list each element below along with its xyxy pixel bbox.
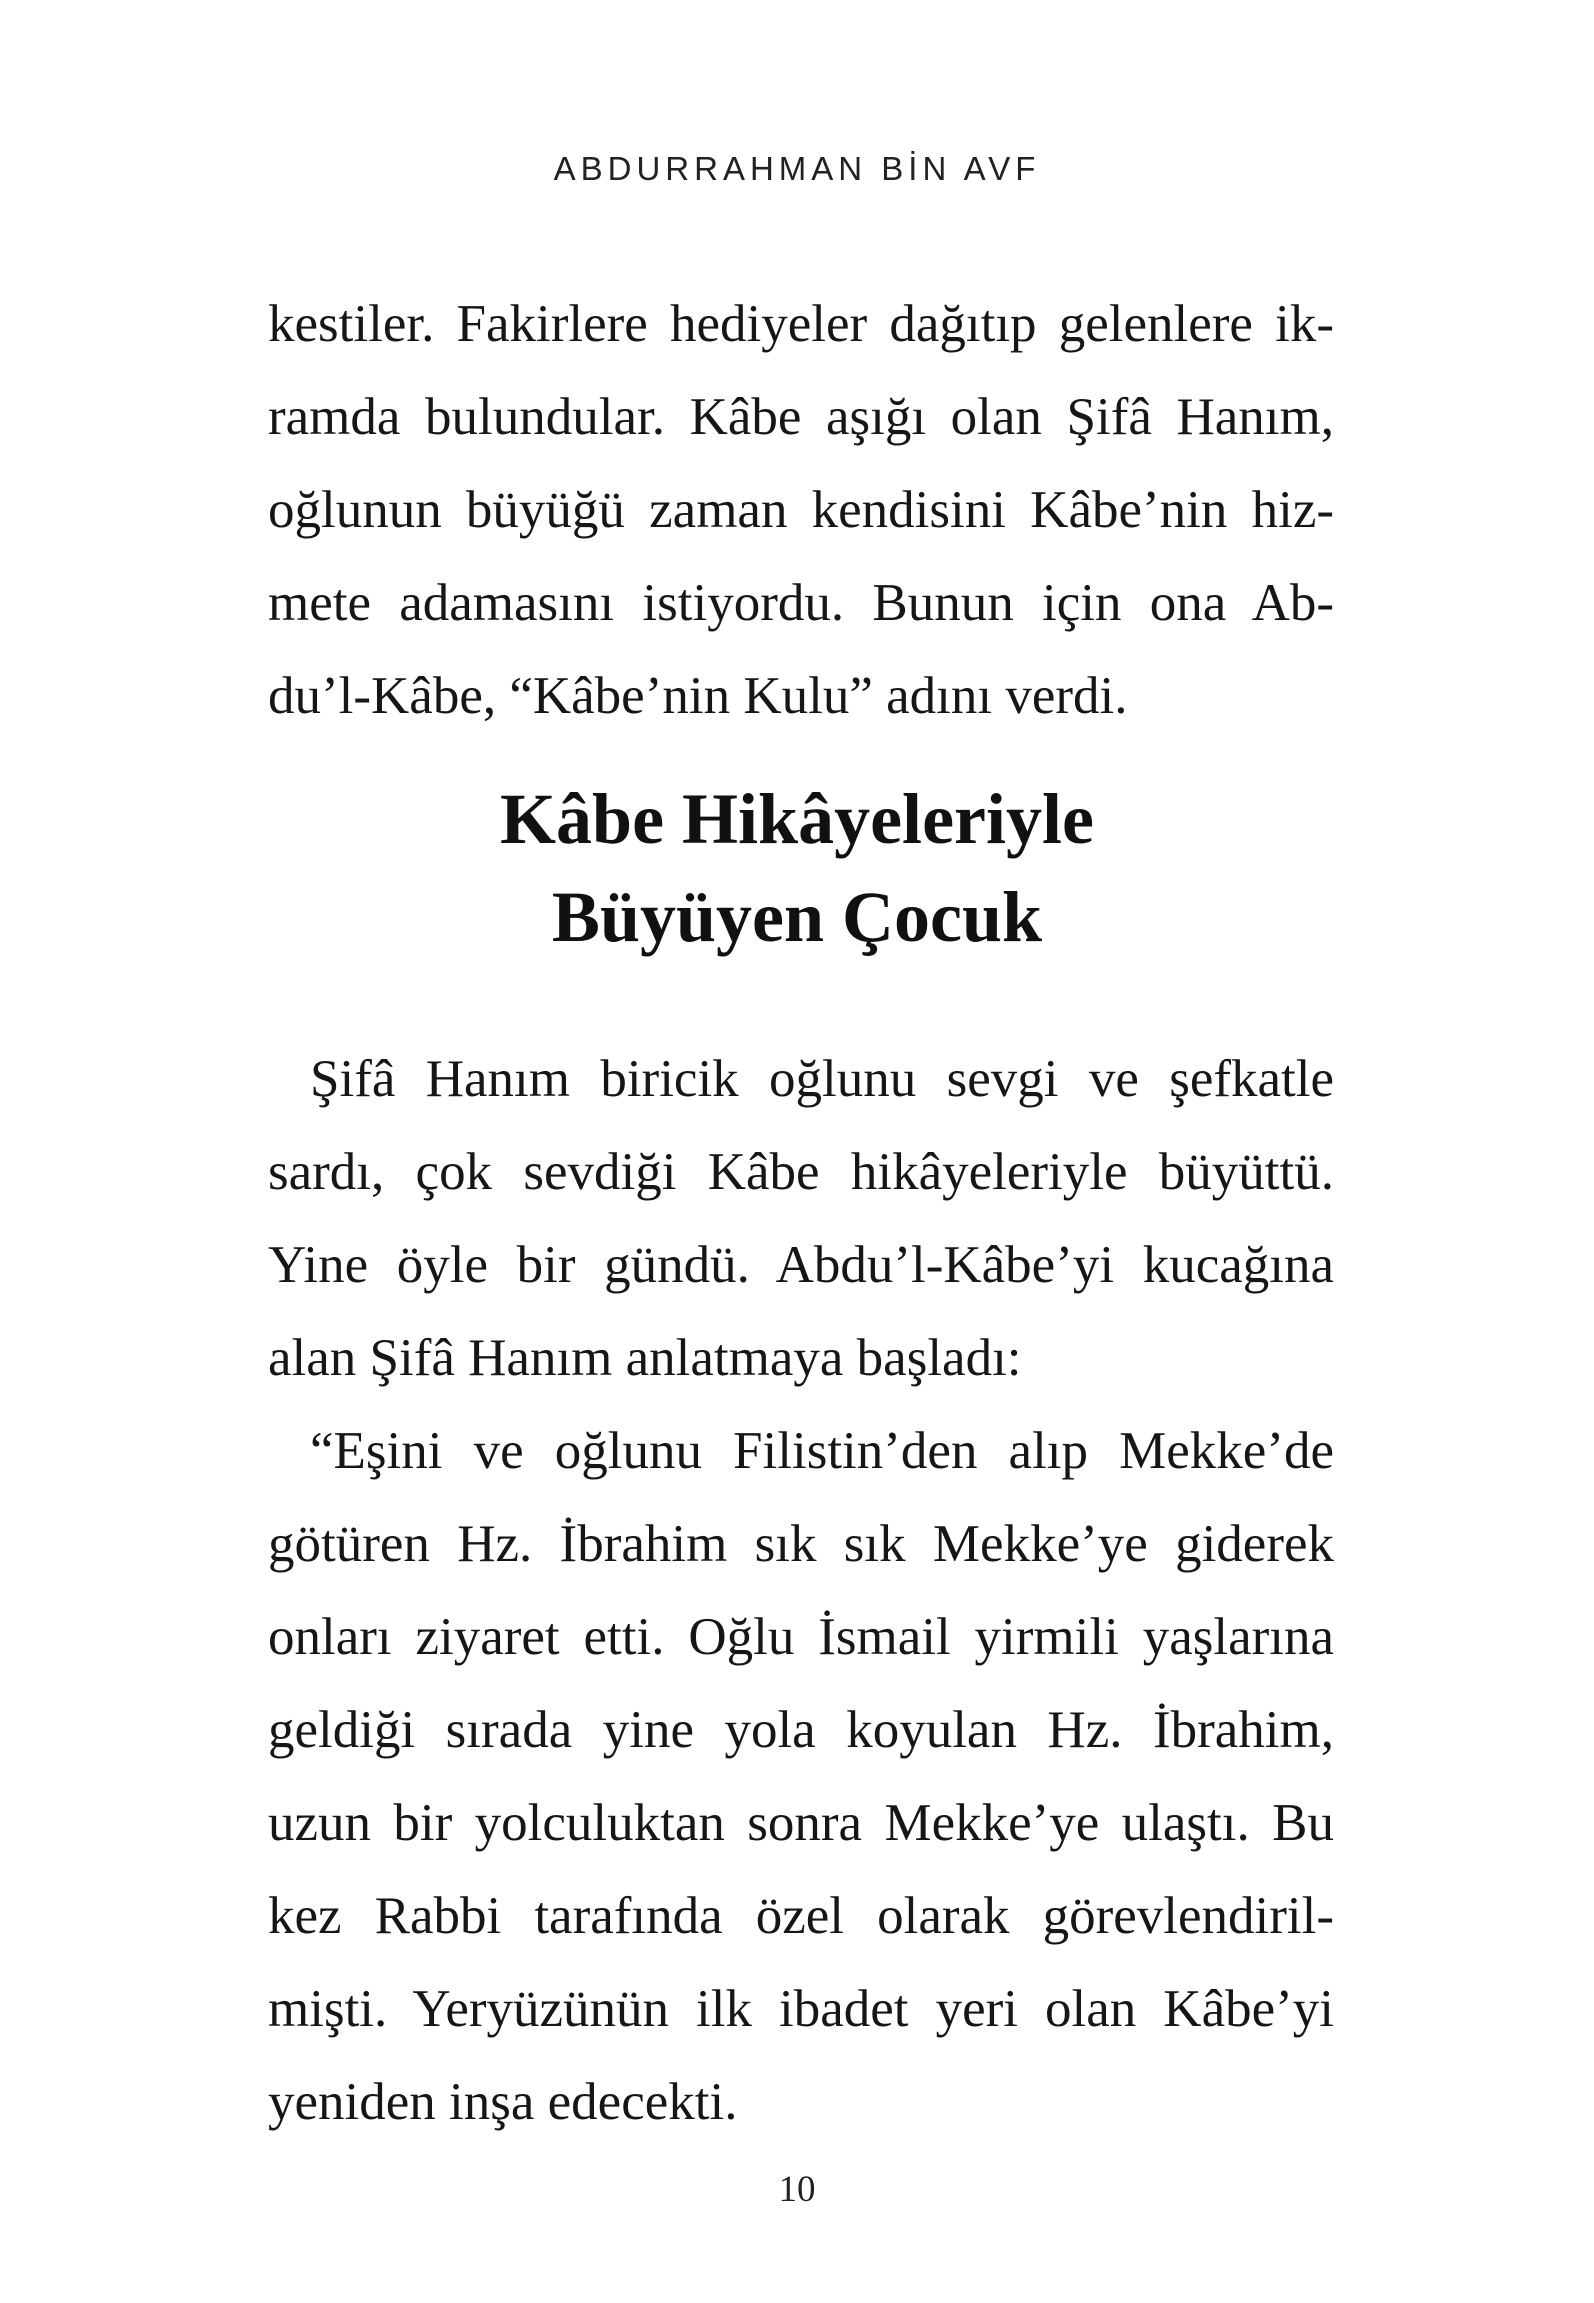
paragraph-line: sardı, çok sevdiği Kâbe hikâyeleriyle büyüttü. — [268, 1143, 1334, 1201]
paragraph-line: mete adamasını istiyordu. Bunun için ona Ab- — [268, 574, 1334, 632]
paragraph-line: alan Şifâ Hanım anlatmaya başladı: — [268, 1329, 1022, 1387]
paragraph-line: mişti. Yeryüzünün ilk ibadet yeri olan Kâbe’yi — [268, 1980, 1334, 2038]
section-heading-line-1: Kâbe Hikâyeleriyle — [500, 779, 1094, 859]
paragraph-line: onları ziyaret etti. Oğlu İsmail yirmili yaşlarına — [268, 1608, 1334, 1666]
paragraph-line: kez Rabbi tarafında özel olarak görevlendiril- — [268, 1887, 1334, 1945]
paragraph-line: “Eşini ve oğlunu Filistin’den alıp Mekke’de — [310, 1422, 1334, 1480]
paragraph-1 — [268, 278, 1334, 743]
paragraph-line: uzun bir yolculuktan sonra Mekke’ye ulaştı. Bu — [268, 1794, 1334, 1852]
paragraph-line: du’l-Kâbe, “Kâbe’nin Kulu” adını verdi. — [268, 667, 1128, 725]
page-number: 10 — [778, 2169, 816, 2210]
paragraph-2 — [268, 1033, 1334, 1405]
paragraph-line: Yine öyle bir gündü. Abdu’l-Kâbe’yi kucağına — [268, 1236, 1334, 1294]
section-heading-line-2: Büyüyen Çocuk — [551, 877, 1043, 957]
paragraph-line: kestiler. Fakirlere hediyeler dağıtıp gelenlere ik- — [268, 295, 1334, 353]
paragraph-line: geldiği sırada yine yola koyulan Hz. İbrahim, — [268, 1701, 1334, 1759]
paragraph-line: ramda bulundular. Kâbe aşığı olan Şifâ Hanım, — [268, 388, 1334, 446]
paragraph-line: oğlunun büyüğü zaman kendisini Kâbe’nin hiz- — [268, 481, 1334, 539]
paragraph-line: yeniden inşa edecekti. — [268, 2073, 738, 2131]
section-heading — [0, 770, 1594, 966]
running-header: ABDURRAHMAN BİN AVF — [553, 150, 1041, 187]
paragraph-line: Şifâ Hanım biricik oğlunu sevgi ve şefkatle — [310, 1050, 1334, 1108]
paragraph-line: götüren Hz. İbrahim sık sık Mekke’ye giderek — [268, 1515, 1334, 1573]
paragraph-3 — [268, 1405, 1334, 2149]
